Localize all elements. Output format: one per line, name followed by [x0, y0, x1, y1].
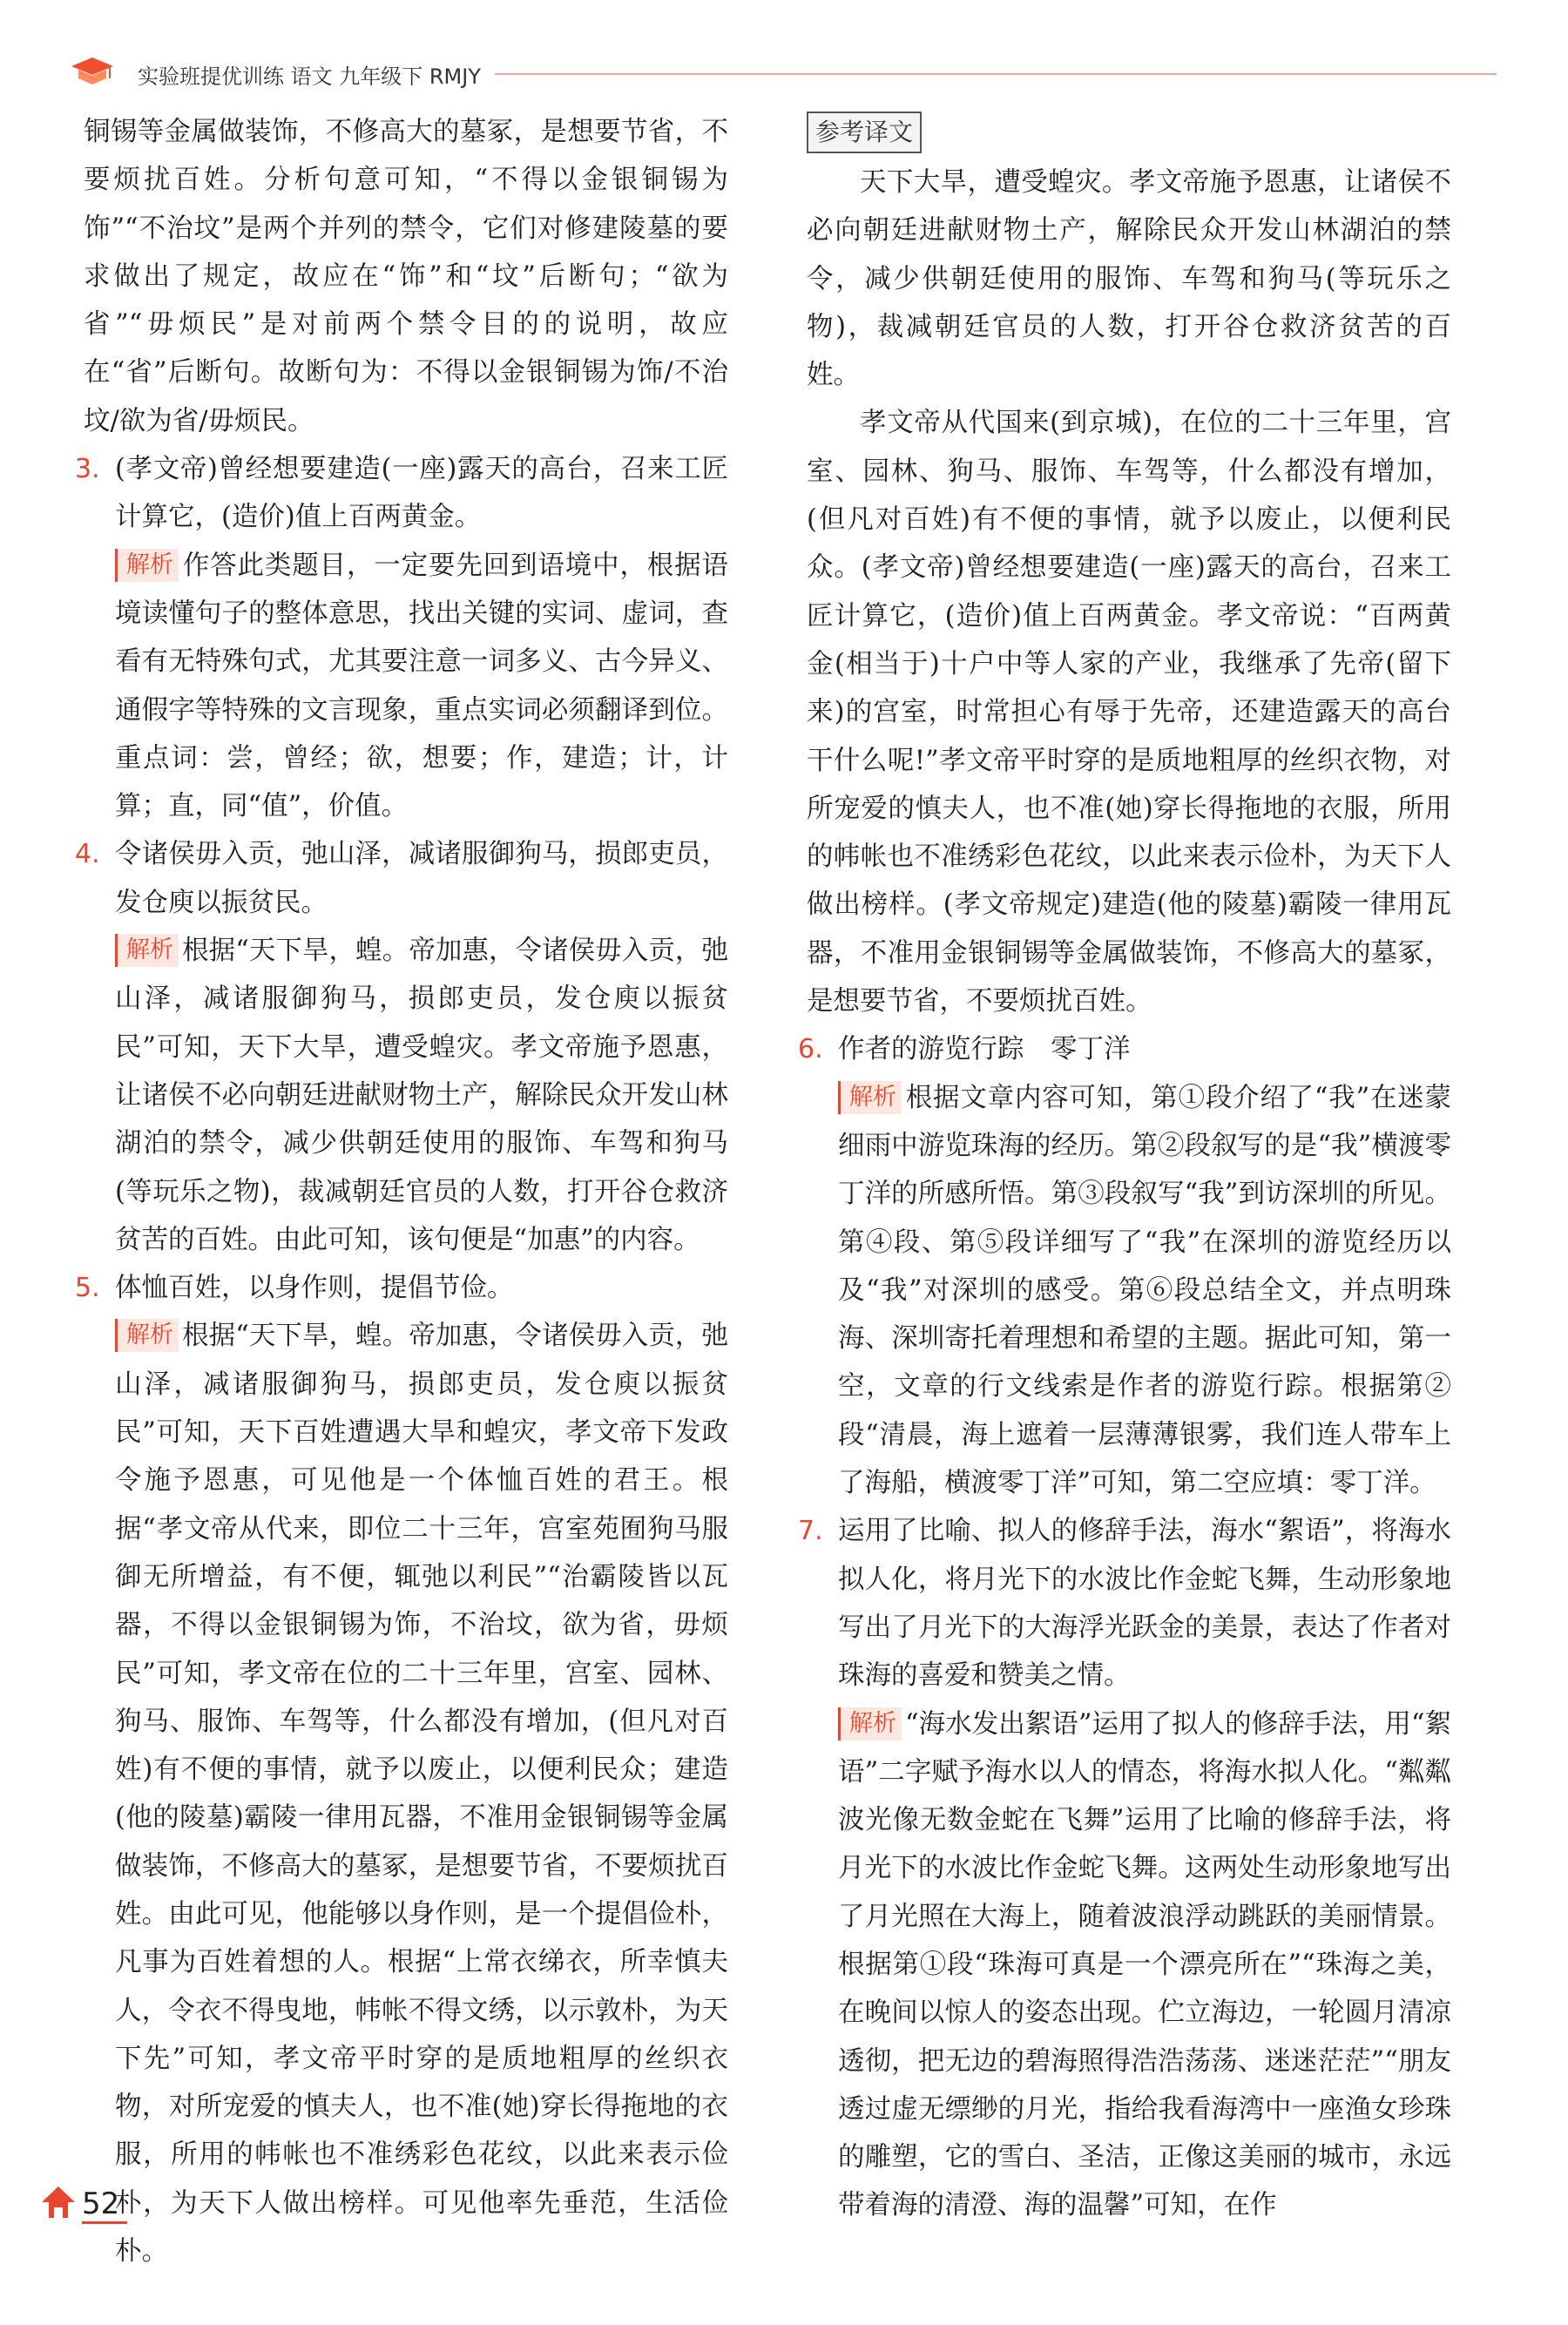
analysis-tag: 解析 — [115, 934, 179, 967]
book-logo-icon — [68, 56, 117, 87]
question-6-number: 6. — [798, 1034, 823, 1065]
question-5-answer-text: 体恤百姓，以身作则，提倡节俭。 — [115, 1273, 514, 1304]
question-7-answer — [798, 1507, 1451, 1700]
question-5-answer — [75, 1264, 728, 1312]
question-7-analysis — [807, 1700, 1451, 2230]
question-4-analysis — [84, 927, 728, 1264]
question-4-number: 4. — [75, 839, 100, 870]
question-4-answer — [75, 830, 728, 927]
house-arrow-icon — [40, 2185, 77, 2220]
question-4-analysis-text: 根据“天下旱，蝗。帝加惠，令诸侯毋入贡，弛山泽，减诸服御狗马，损郎吏员，发仓庾以振贫民”可知，天下大旱，遭受蝗灾。孝文帝施予恩惠，让诸侯不必向朝廷进献财物土产，解除民众开发山林湖泊的禁令，减少供朝廷使用的服饰、车驾和狗马(等玩乐之物)，裁减朝廷官员的人数，打开谷仓救济贫苦的百姓。由此可知，该句便是“加惠”的内容。 — [115, 936, 728, 1255]
question-5-analysis — [84, 1312, 728, 2275]
page-number: 52 — [82, 2186, 120, 2221]
right-column — [798, 108, 1451, 2230]
analysis-tag: 解析 — [838, 1707, 902, 1740]
left-column — [75, 108, 728, 2275]
reference-translation-title: 参考译文 — [807, 112, 922, 153]
continued-analysis: 铜锡等金属做装饰，不修高大的墓冢，是想要节省，不要烦扰百姓。分析句意可知，“不得以金银铜锡为饰”“不治坟”是两个并列的禁令，它们对修建陵墓的要求做出了规定，故应在“饰”和“坟”后断句；“欲为省”“毋烦民”是对前两个禁令目的的说明，故应在“省”后断句。故断句为：不得以金银铜锡为饰/不治坟/欲为省/毋烦民。 — [84, 117, 728, 436]
page-number-underline — [82, 2221, 127, 2224]
translation-paragraph-2: 孝文帝从代国来(到京城)，在位的二十三年里，宫室、园林、狗马、服饰、车驾等，什么都没有增加，(但凡对百姓)有不便的事情，就予以废止，以便利民众。(孝文帝)曾经想要建造(一座)露天的高台，召来工匠计算它，(造价)值上百两黄金。孝文帝说：“百两黄金(相当于)十户中等人家的产业，我继承了先帝(留下来)的宫室，时常担心有辱于先帝，还建造露天的高台干什么呢!”孝文帝平时穿的是质地粗厚的丝织衣物，对所宠爱的慎夫人，也不准(她)穿长得拖地的衣服，所用的帏帐也不准绣彩色花纹，以此来表示俭朴，为天下人做出榜样。(孝文帝规定)建造(他的陵墓)霸陵一律用瓦器，不准用金银铜锡等金属做装饰，不修高大的墓冢，是想要节省，不要烦扰百姓。 — [807, 408, 1451, 1017]
question-7-number: 7. — [798, 1516, 823, 1547]
question-6-analysis — [807, 1074, 1451, 1508]
question-7-analysis-text: “海水发出絮语”运用了拟人的修辞手法，用“絮语”二字赋予海水以人的情态，将海水拟人化。“粼粼波光像无数金蛇在飞舞”运用了比喻的修辞手法，将月光下的水波比作金蛇飞舞。这两处生动形象地写出了月光照在大海上，随着波浪浮动跳跃的美丽情景。根据第①段“珠海可真是一个漂亮所在”“珠海之美，在晚间以惊人的姿态出现。伫立海边，一轮圆月清凉透彻，把无边的碧海照得浩浩荡荡、迷迷茫茫”“朋友透过虚无缥缈的月光，指给我看海湾中一座渔女珍珠的雕塑，它的雪白、圣洁，正像这美丽的城市，永远带着海的清澄、海的温馨”可知，在作 — [838, 1708, 1451, 2221]
question-5-analysis-text: 根据“天下旱，蝗。帝加惠，令诸侯毋入贡，弛山泽，减诸服御狗马，损郎吏员，发仓庾以振贫民”可知，天下百姓遭遇大旱和蝗灾，孝文帝下发政令施予恩惠，可见他是一个体恤百姓的君王。根据“孝文帝从代来，即位二十三年，宫室苑囿狗马服御无所增益，有不便，辄弛以利民”“治霸陵皆以瓦器，不得以金银铜锡为饰，不治坟，欲为省，毋烦民”可知，孝文帝在位的二十三年里，宫室、园林、狗马、服饰、车驾等，什么都没有增加，(但凡对百姓)有不便的事情，就予以废止，以便利民众；建造(他的陵墓)霸陵一律用瓦器，不准用金银铜锡等金属做装饰，不修高大的墓冢，是想要节省，不要烦扰百姓。由此可见，他能够以身作则，是一个提倡俭朴，凡事为百姓着想的人。根据“上常衣绨衣，所幸慎夫人，令衣不得曳地，帏帐不得文绣，以示敦朴，为天下先”可知，孝文帝平时穿的是质地粗厚的丝织衣物，对所宠爱的慎夫人，也不准(她)穿长得拖地的衣服，所用的帏帐也不准绣彩色花纹，以此来表示俭朴，为天下人做出榜样。可见他率先垂范，生活俭朴。 — [115, 1321, 728, 2268]
translation-paragraph-1: 天下大旱，遭受蝗灾。孝文帝施予恩惠，让诸侯不必向朝廷进献财物土产，解除民众开发山林湖泊的禁令，减少供朝廷使用的服饰、车驾和狗马(等玩乐之物)，裁减朝廷官员的人数，打开谷仓救济贫苦的百姓。 — [807, 167, 1451, 391]
header-rule — [495, 73, 1497, 75]
question-6-analysis-text: 根据文章内容可知，第①段介绍了“我”在迷蒙细雨中游览珠海的经历。第②段叙写的是“我”横渡零丁洋的所感所悟。第③段叙写“我”到访深圳的所见。第④段、第⑤段详细写了“我”在深圳的游览经历以及“我”对深圳的感受。第⑥段总结全文，并点明珠海、深圳寄托着理想和希望的主题。据此可知，第一空，文章的行文线索是作者的游览行踪。根据第②段“清晨，海上遮着一层薄薄银雾，我们连人带车上了海船，横渡零丁洋”可知，第二空应填：零丁洋。 — [838, 1082, 1451, 1499]
question-7-answer-text: 运用了比喻、拟人的修辞手法，海水“絮语”，将海水拟人化，将月光下的水波比作金蛇飞舞，生动形象地写出了月光下的大海浮光跃金的美景，表达了作者对珠海的喜爱和赞美之情。 — [838, 1516, 1451, 1692]
question-5-number: 5. — [75, 1273, 100, 1304]
analysis-tag: 解析 — [115, 1319, 179, 1352]
question-3-answer-text: (孝文帝)曾经想要建造(一座)露天的高台，召来工匠计算它，(造价)值上百两黄金。 — [115, 454, 728, 533]
analysis-tag: 解析 — [838, 1081, 902, 1114]
page-number-block — [40, 2180, 136, 2223]
question-3-analysis-text: 作答此类题目，一定要先回到语境中，根据语境读懂句子的整体意思，找出关键的实词、虚词，查看有无特殊句式，尤其要注意一词多义、古今异义、通假字等特殊的文言现象，重点实词必须翻译到位。重点词：尝，曾经；欲，想要；作，建造；计，计算；直，同“值”，价值。 — [115, 550, 728, 822]
page-header — [68, 56, 1497, 91]
question-4-answer-text: 令诸侯毋入贡，弛山泽，减诸服御狗马，损郎吏员，发仓庾以振贫民。 — [115, 839, 728, 918]
question-3-analysis — [84, 542, 728, 831]
header-title: 实验班提优训练 语文 九年级下 RMJY — [138, 64, 482, 89]
analysis-tag: 解析 — [115, 549, 179, 582]
question-3-answer — [75, 445, 728, 542]
question-6-answer — [798, 1025, 1451, 1073]
question-6-answer-text: 作者的游览行踪 零丁洋 — [838, 1034, 1131, 1065]
question-3-number: 3. — [75, 454, 100, 485]
